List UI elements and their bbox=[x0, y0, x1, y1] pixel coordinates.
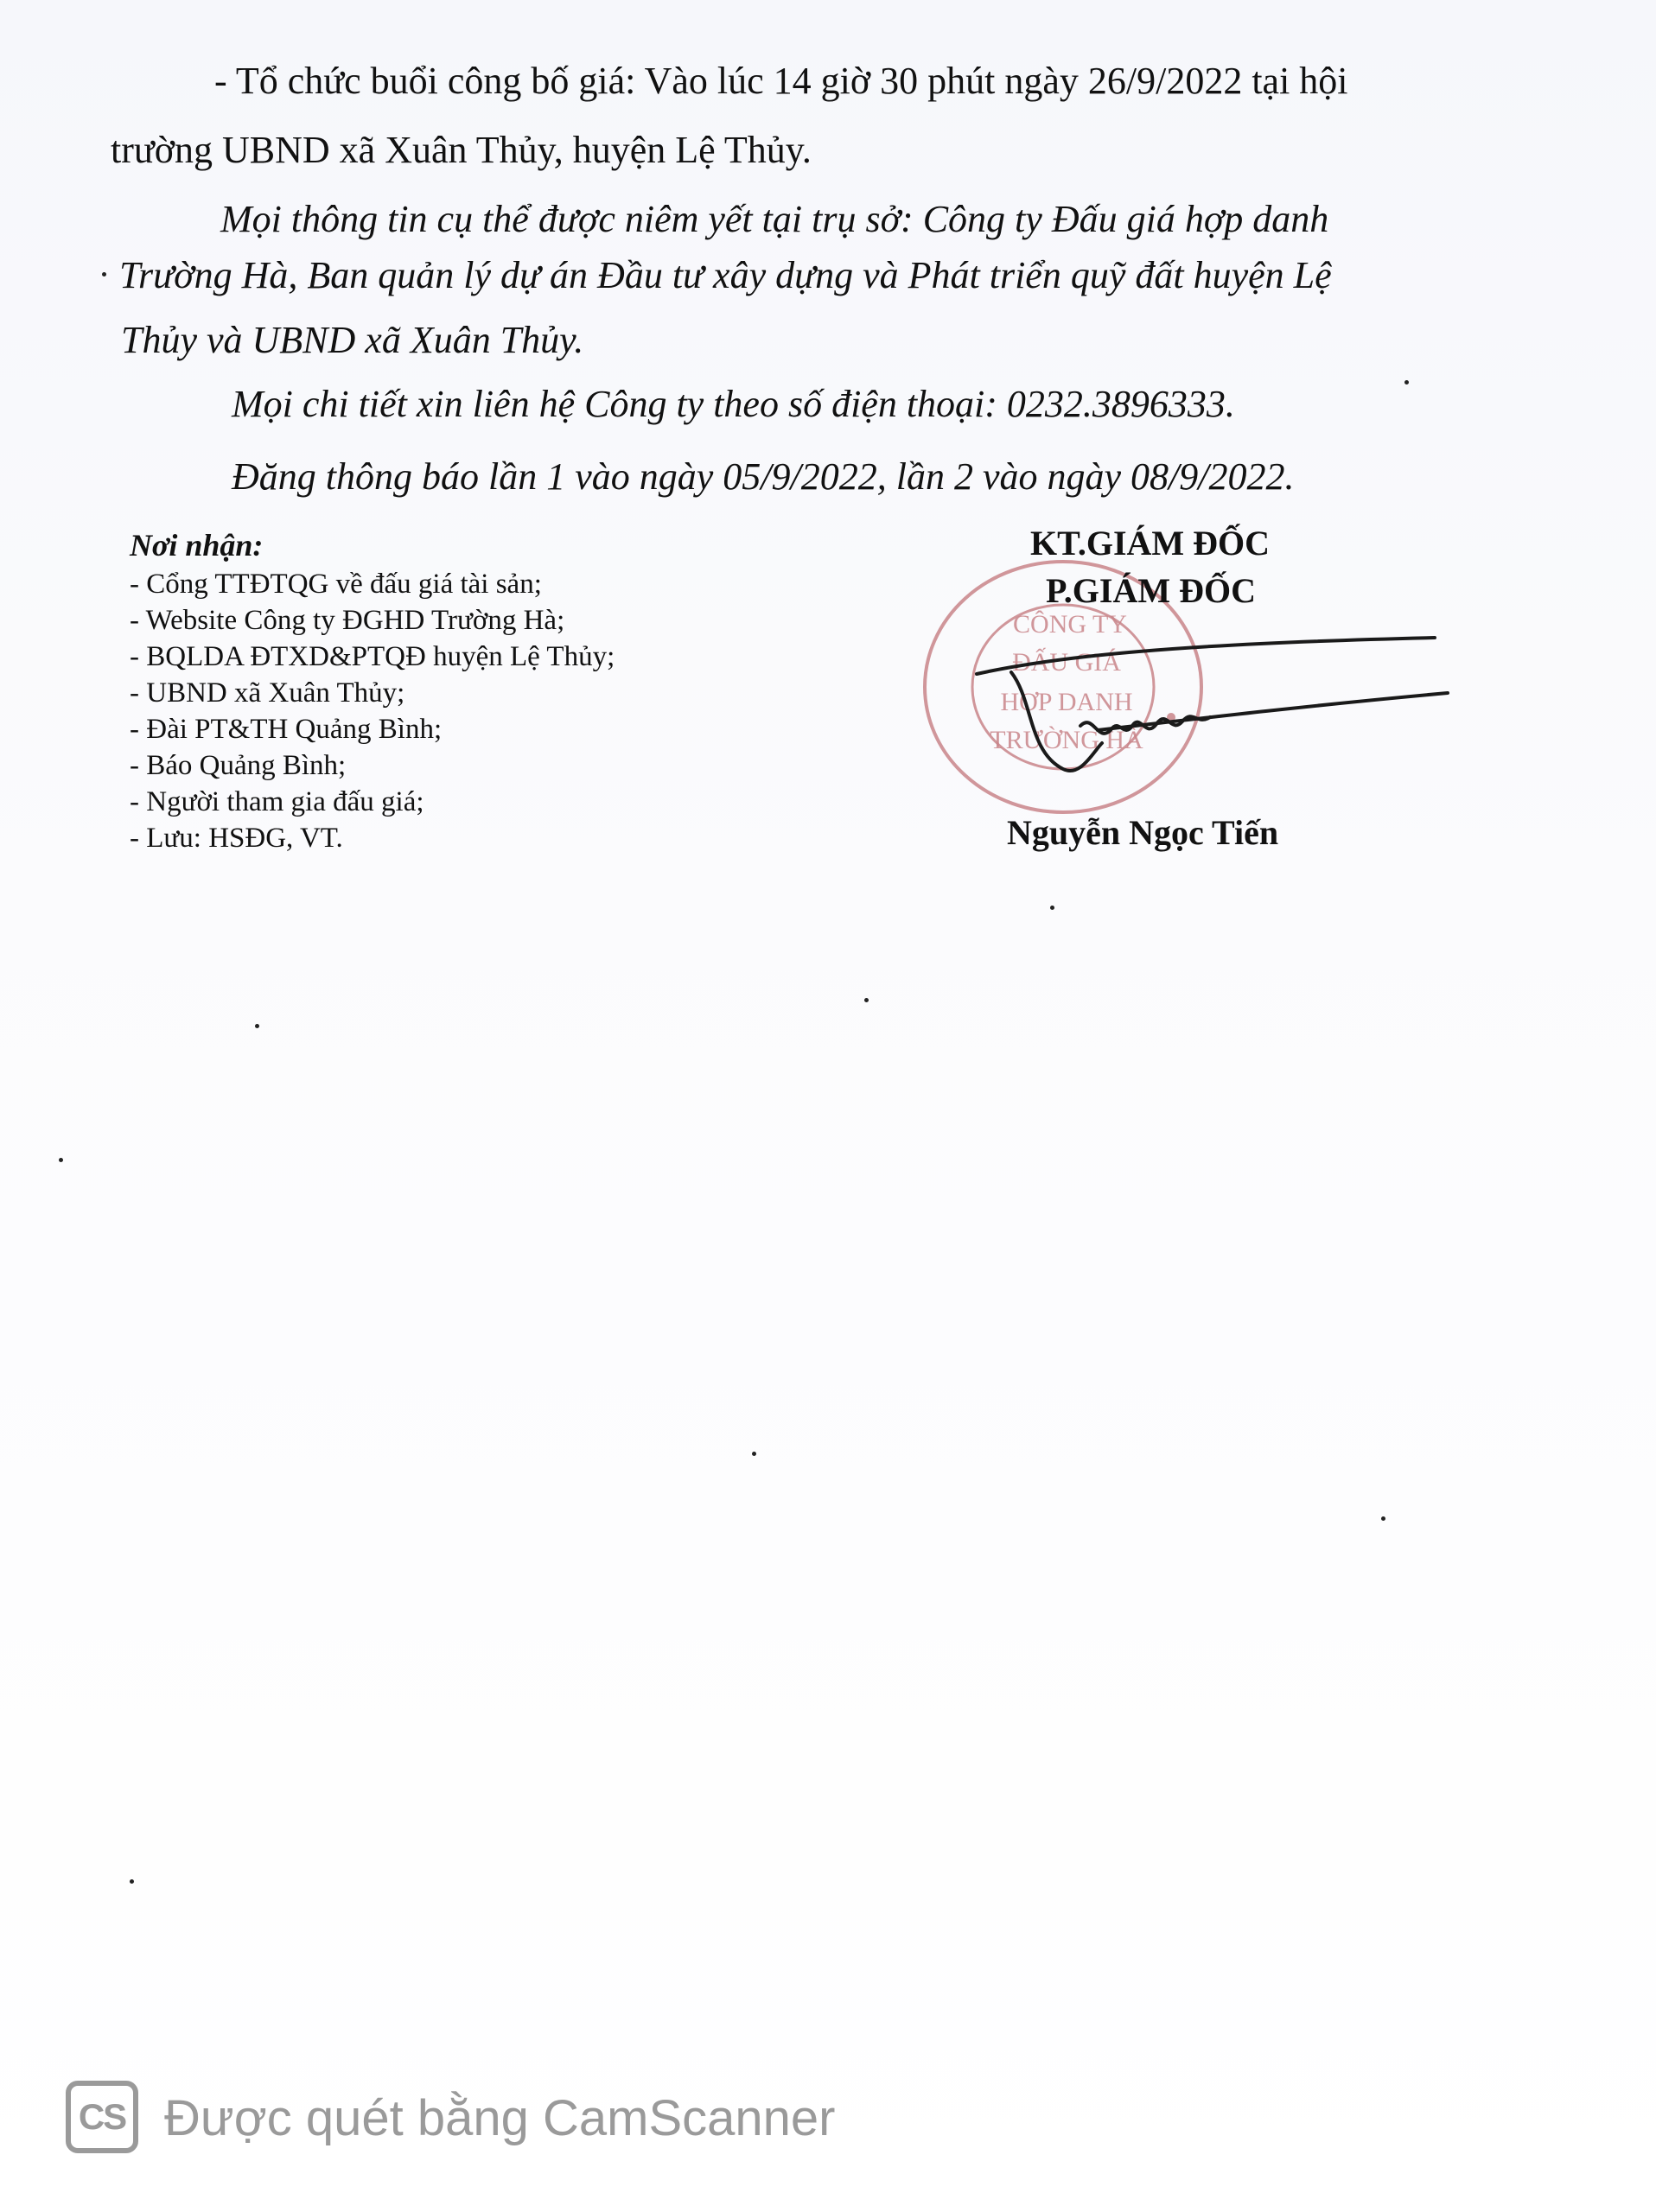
signer-name: Nguyễn Ngọc Tiến bbox=[1007, 813, 1279, 852]
scan-speck bbox=[255, 1024, 259, 1028]
seal-text-3: HỢP DANH bbox=[1000, 688, 1133, 716]
scan-speck bbox=[1381, 1516, 1385, 1521]
scan-speck bbox=[864, 998, 869, 1002]
scan-speck bbox=[59, 1158, 63, 1162]
body-line-1: - Tổ chức buổi công bố giá: Vào lúc 14 giờ 30 phút ngày 26/9/2022 tại hội bbox=[214, 60, 1348, 102]
scan-speck bbox=[102, 272, 106, 276]
recipient-item: - BQLDA ĐTXD&PTQĐ huyện Lệ Thủy; bbox=[130, 641, 615, 672]
signature-title-1: KT.GIÁM ĐỐC bbox=[1030, 524, 1271, 563]
recipients-title: Nơi nhận: bbox=[130, 528, 264, 563]
body-line-3: Mọi thông tin cụ thể được niêm yết tại trụ sở: Công ty Đấu giá hợp danh bbox=[220, 198, 1329, 240]
recipient-item: - Báo Quảng Bình; bbox=[130, 750, 347, 781]
body-line-4: Trường Hà, Ban quản lý dự án Đầu tư xây dựng và Phát triển quỹ đất huyện Lệ bbox=[119, 254, 1332, 296]
body-line-2: trường UBND xã Xuân Thủy, huyện Lệ Thủy. bbox=[111, 129, 812, 171]
scan-speck bbox=[1404, 380, 1409, 385]
seal-text-2: ĐẤU GIÁ bbox=[1012, 648, 1121, 677]
body-line-7: Đăng thông báo lần 1 vào ngày 05/9/2022, lần 2 vào ngày 08/9/2022. bbox=[232, 455, 1295, 498]
recipient-item: - Cổng TTĐTQG về đấu giá tài sản; bbox=[130, 569, 542, 600]
signature-title-2: P.GIÁM ĐỐC bbox=[1046, 571, 1256, 610]
body-line-5: Thủy và UBND xã Xuân Thủy. bbox=[121, 319, 584, 361]
camscanner-logo: CS bbox=[66, 2081, 138, 2153]
recipient-item: - UBND xã Xuân Thủy; bbox=[130, 677, 405, 709]
body-line-6: Mọi chi tiết xin liên hệ Công ty theo số điện thoại: 0232.3896333. bbox=[232, 383, 1235, 425]
scan-speck bbox=[1050, 906, 1054, 910]
scan-speck bbox=[752, 1452, 756, 1456]
seal-text-4: TRƯỜNG HÀ bbox=[990, 726, 1143, 754]
recipient-item: - Người tham gia đấu giá; bbox=[130, 786, 424, 817]
seal-text-1: CÔNG TY bbox=[1013, 610, 1127, 639]
recipient-item: - Lưu: HSĐG, VT. bbox=[130, 823, 343, 854]
recipient-item: - Đài PT&TH Quảng Bình; bbox=[130, 714, 443, 745]
scan-speck bbox=[130, 1879, 134, 1884]
camscanner-watermark: Được quét bằng CamScanner bbox=[164, 2090, 836, 2146]
recipient-item: - Website Công ty ĐGHD Trường Hà; bbox=[130, 605, 565, 636]
handwritten-signature bbox=[951, 622, 1487, 795]
